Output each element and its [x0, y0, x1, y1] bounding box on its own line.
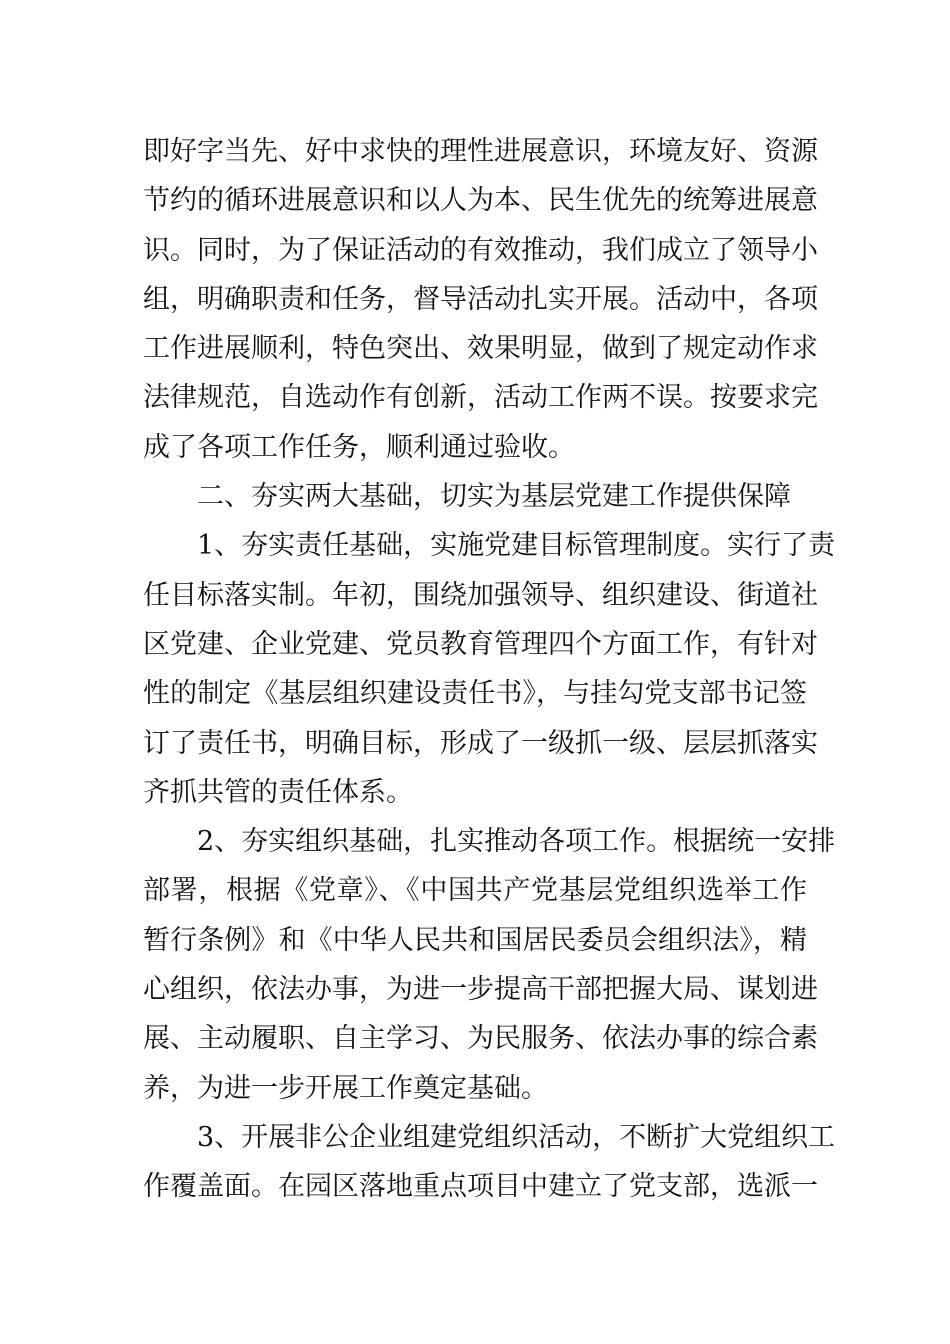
- text-line: 识。同时，为了保证活动的有效推动，我们成立了领导小: [143, 234, 818, 266]
- text-line: 作覆盖面。在园区落地重点项目中建立了党支部，选派一: [143, 1171, 818, 1203]
- text-line: 订了责任书，明确目标，形成了一级抓一级、层层抓落实: [143, 727, 818, 759]
- text-line: 3、开展非公企业组建党组织活动，不断扩大党组织工: [197, 1121, 836, 1153]
- text-line: 二、夯实两大基础，切实为基层党建工作提供保障: [197, 481, 791, 513]
- text-line: 养，为进一步开展工作奠定基础。: [143, 1072, 548, 1104]
- text-line: 工作进展顺利，特色突出、效果明显，做到了规定动作求: [143, 333, 818, 365]
- text-line: 部署，根据《党章》、《中国共产党基层党组织选举工作: [143, 875, 807, 907]
- text-line: 展、主动履职、自主学习、为民服务、依法办事的综合素: [143, 1023, 818, 1055]
- text-line: 2、夯实组织基础，扎实推动各项工作。根据统一安排: [197, 826, 836, 858]
- text-line: 暂行条例》和《中华人民共和国居民委员会组织法》，精: [143, 924, 807, 956]
- text-line: 1、夯实责任基础，实施党建目标管理制度。实行了责: [197, 530, 836, 562]
- text-line: 区党建、企业党建、党员教育管理四个方面工作，有针对: [143, 628, 818, 660]
- text-line: 成了各项工作任务，顺利通过验收。: [143, 431, 575, 463]
- text-line: 任目标落实制。年初，围绕加强领导、组织建设、街道社: [143, 579, 818, 611]
- text-line: 法律规范，自选动作有创新，活动工作两不误。按要求完: [143, 382, 818, 414]
- text-line: 组，明确职责和任务，督导活动扎实开展。活动中，各项: [143, 283, 818, 315]
- text-line: 节约的循环进展意识和以人为本、民生优先的统筹进展意: [143, 185, 818, 217]
- text-line: 性的制定《基层组织建设责任书》，与挂勾党支部书记签: [143, 678, 807, 710]
- text-line: 即好字当先、好中求快的理性进展意识，环境友好、资源: [143, 136, 818, 167]
- text-line: 心组织，依法办事，为进一步提高干部把握大局、谋划进: [143, 974, 818, 1006]
- document-body: [143, 127, 836, 1212]
- text-line: 齐抓共管的责任体系。: [143, 776, 413, 808]
